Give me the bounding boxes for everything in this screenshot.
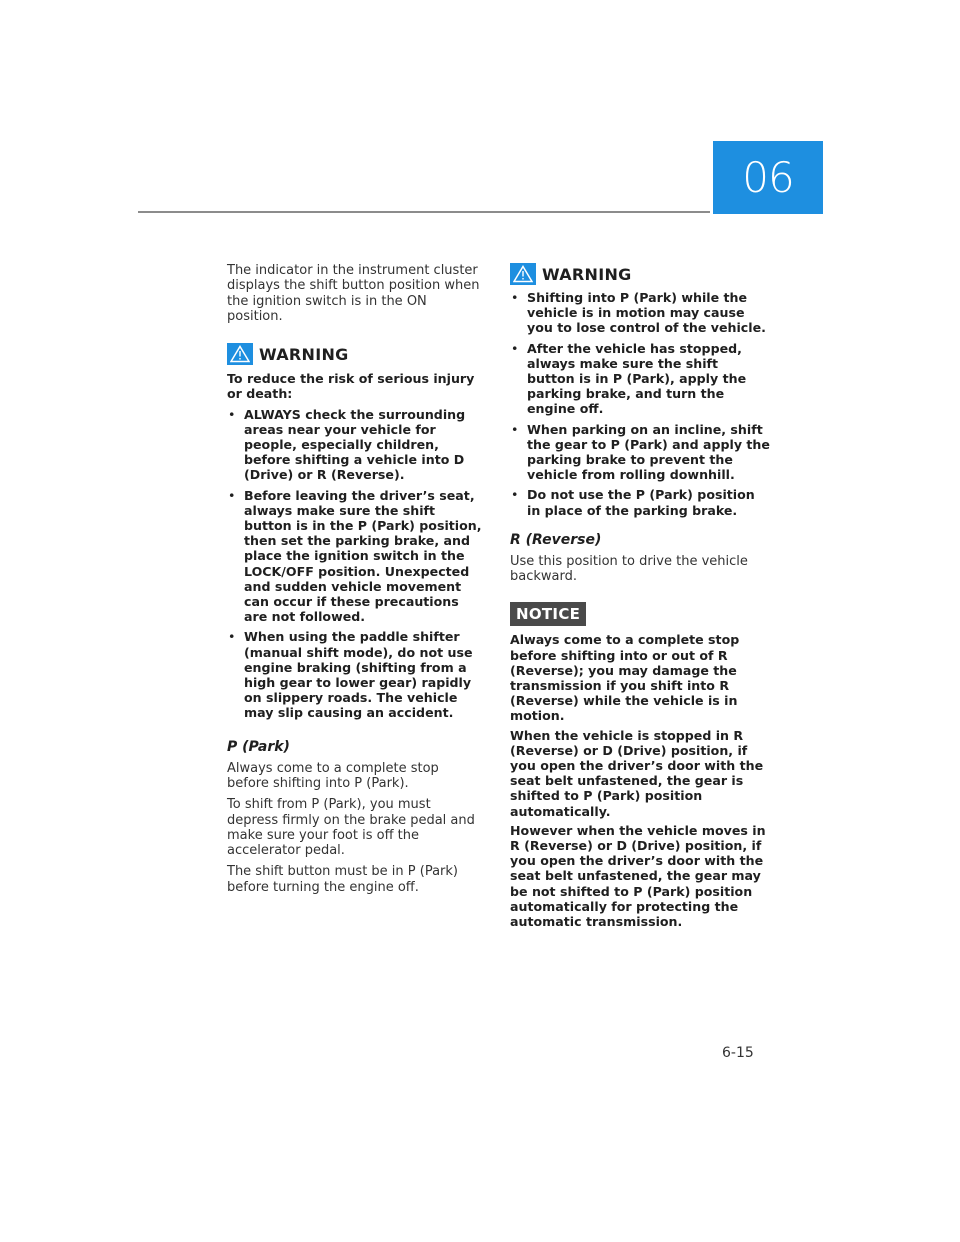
warning-triangle-icon [510,263,536,285]
park-paragraph: The shift button must be in P (Park) before turning the engine off. [227,864,459,895]
notice-paragraph: Always come to a complete stop before shifting into or out of R (Reverse); you may damage the transmission if you shift into R (Reverse) while the vehicle is in motion. [510,632,740,724]
page-number: 6-15 [722,1045,754,1061]
warning-heading [227,343,483,365]
list-item: • ALWAYS check the surrounding areas near your vehicle for people, especially children, before shifting a vehicle into D (Drive) or R (Reverse). [227,407,483,483]
notice-paragraph: However when the vehicle moves in R (Reverse) or D (Drive) position, if you open the driver’s door with the seat belt unfastened, the gear may be not shifted to P (Park) position automatically for protecting the automatic transmission. [510,822,766,930]
park-heading: P (Park) [227,738,290,755]
intro-paragraph: The indicator in the instrument cluster displays the shift button position when the ignition switch is in the ON position. [227,263,480,324]
list-item: • Do not use the P (Park) position in place of the parking brake. [510,487,770,517]
park-paragraph: To shift from P (Park), you must depress firmly on the brake pedal and make sure your foot is off the accelerator pedal. [227,797,475,859]
reverse-heading: R (Reverse) [510,531,602,548]
header-rule [138,211,710,213]
warning-title: WARNING [259,344,349,364]
warning-list [510,290,770,518]
right-column [510,263,770,929]
list-item: • Shifting into P (Park) while the vehicle is in motion may cause you to lose control of the vehicle. [510,290,770,336]
left-column [227,263,483,895]
warning-list [227,407,483,721]
park-paragraph: Always come to a complete stop before shifting into P (Park). [227,760,439,791]
list-item: • When using the paddle shifter (manual shift mode), do not use engine braking (shifting from a high gear to lower gear) rapidly on slippery roads. The vehicle may slip causing an accident. [227,629,483,720]
list-item: • After the vehicle has stopped, always make sure the shift button is in P (Park), apply the parking brake, and turn the engine off. [510,341,770,417]
chapter-tab: 06 [713,141,823,214]
warning-triangle-icon [227,343,253,365]
notice-paragraph: When the vehicle is stopped in R (Reverse) or D (Drive) position, if you open the driver’s door with the seat belt unfastened, the gear is shifted to P (Park) position automatically. [510,727,764,819]
warning-heading [510,263,770,285]
list-item: • Before leaving the driver’s seat, always make sure the shift button is in the P (Park) position, then set the parking brake, and place the ignition switch in the LOCK/OFF position. Unexpected and sudden vehicle movement can occur if these precautions are not followed. [227,488,483,625]
warning-lead: To reduce the risk of serious injury or death: [227,371,475,402]
notice-label: NOTICE [510,602,586,626]
reverse-paragraph: Use this position to drive the vehicle backward. [510,553,748,585]
list-item: • When parking on an incline, shift the gear to P (Park) and apply the parking brake to prevent the vehicle from rolling downhill. [510,422,770,483]
warning-title: WARNING [542,264,632,284]
